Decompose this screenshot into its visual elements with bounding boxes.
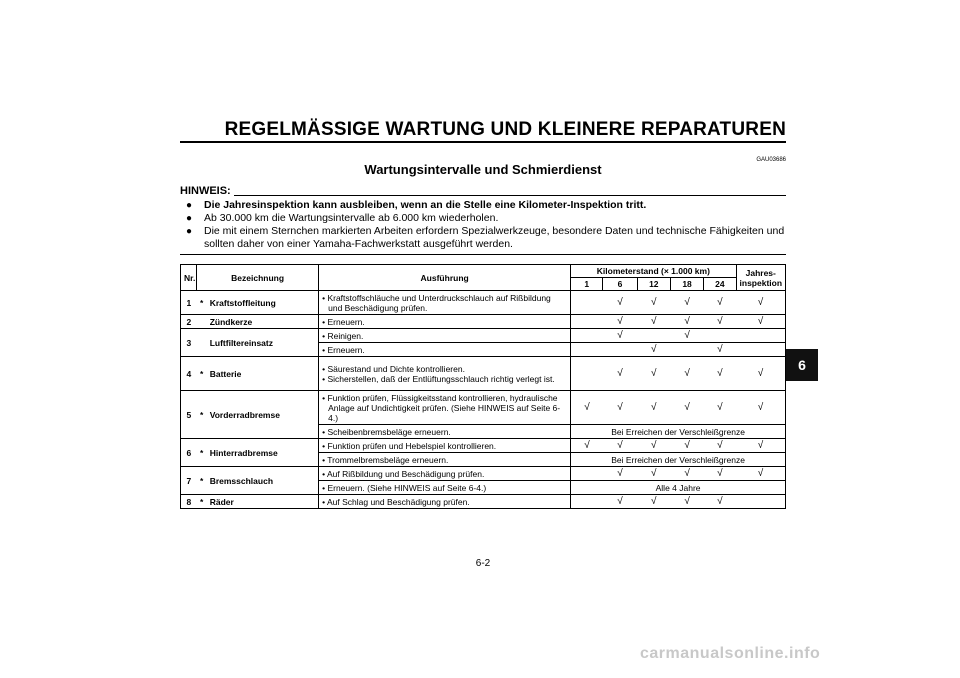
header-km-col: 18 (670, 278, 703, 291)
table-row (181, 467, 786, 481)
check-mark (736, 329, 785, 343)
check-mark: √ (637, 357, 670, 391)
row-action: • Funktion prüfen und Hebelspiel kontrollieren. (319, 439, 571, 453)
note-list (186, 199, 786, 251)
row-name: Zündkerze (207, 315, 319, 329)
header-nr: Nr. (181, 265, 197, 291)
check-mark: √ (637, 439, 670, 453)
check-mark (571, 343, 603, 357)
check-mark (571, 467, 603, 481)
section-title: Wartungsintervalle und Schmierdienst (364, 162, 602, 177)
doc-code: GAU03686 (756, 157, 786, 163)
check-mark: √ (704, 439, 736, 453)
note-end-rule (180, 254, 786, 255)
row-star (197, 329, 207, 357)
check-mark (603, 343, 637, 357)
row-action: • Erneuern. (319, 315, 571, 329)
header-km: Kilometerstand (× 1.000 km) (571, 265, 736, 278)
row-star: * (197, 391, 207, 439)
header-km-col: 1 (571, 278, 603, 291)
check-mark: √ (704, 343, 736, 357)
check-mark: √ (670, 439, 703, 453)
row-nr: 1 (181, 291, 197, 315)
row-name: Vorderradbremse (207, 391, 319, 439)
table-row (181, 291, 786, 315)
table-row (181, 315, 786, 329)
check-mark: √ (704, 467, 736, 481)
header-action: Ausführung (319, 265, 571, 291)
check-mark: √ (736, 439, 785, 453)
table-row (181, 439, 786, 453)
check-mark: √ (704, 291, 736, 315)
check-mark: √ (637, 467, 670, 481)
interval-span: Bei Erreichen der Verschleißgrenze (571, 453, 786, 467)
row-action: • Auf Schlag und Beschädigung prüfen. (319, 495, 571, 509)
row-name: Luftfiltereinsatz (207, 329, 319, 357)
row-name: Batterie (207, 357, 319, 391)
check-mark: √ (736, 291, 785, 315)
check-mark: √ (670, 495, 703, 509)
check-mark: √ (736, 391, 785, 425)
check-mark (670, 343, 703, 357)
check-mark: √ (603, 357, 637, 391)
row-nr: 8 (181, 495, 197, 509)
check-mark: √ (670, 315, 703, 329)
maintenance-table (180, 264, 786, 509)
note-item: ● Die mit einem Sternchen markierten Arbeiten erfordern Spezialwerkzeuge, besondere Daten und technische Fähigkeiten und sollten daher von einer Yamaha-Fachwerkstatt ausgeführt werden. (186, 225, 785, 250)
check-mark: √ (571, 391, 603, 425)
table-row (181, 357, 786, 391)
row-nr: 5 (181, 391, 197, 439)
table-header-row (181, 265, 786, 278)
table-row (181, 495, 786, 509)
interval-span: Bei Erreichen der Verschleißgrenze (571, 425, 786, 439)
check-mark: √ (637, 391, 670, 425)
check-mark (637, 329, 670, 343)
header-name: Bezeichnung (197, 265, 319, 291)
check-mark: √ (670, 357, 703, 391)
note-item: ● Die Jahresinspektion kann ausbleiben, wenn an die Stelle eine Kilometer-Inspektion tritt. (186, 199, 647, 211)
row-action: • Scheibenbremsbeläge erneuern. (319, 425, 571, 439)
row-name: Hinterradbremse (207, 439, 319, 467)
check-mark: √ (603, 291, 637, 315)
check-mark: √ (736, 357, 785, 391)
row-star: * (197, 357, 207, 391)
check-mark: √ (637, 495, 670, 509)
check-mark: √ (670, 467, 703, 481)
row-action: • Kraftstoffschläuche und Unterdruckschlauch auf Rißbildung und Beschädigung prüfen. (319, 291, 571, 315)
header-km-col: 6 (603, 278, 637, 291)
header-km-col: 24 (704, 278, 736, 291)
row-nr: 7 (181, 467, 197, 495)
row-star: * (197, 291, 207, 315)
check-mark: √ (603, 329, 637, 343)
note-item: ● Ab 30.000 km die Wartungsintervalle ab 6.000 km wiederholen. (186, 212, 499, 224)
check-mark (571, 357, 603, 391)
check-mark (736, 495, 785, 509)
check-mark: √ (603, 315, 637, 329)
row-nr: 2 (181, 315, 197, 329)
interval-span: Alle 4 Jahre (571, 481, 786, 495)
row-action: • Trommelbremsbeläge erneuern. (319, 453, 571, 467)
check-mark (704, 329, 736, 343)
header-annual: Jahres-inspektion (736, 265, 785, 291)
chapter-tab[interactable]: 6 (786, 349, 818, 381)
check-mark: √ (704, 315, 736, 329)
check-mark: √ (704, 391, 736, 425)
check-mark: √ (637, 315, 670, 329)
check-mark: √ (603, 495, 637, 509)
check-mark (571, 495, 603, 509)
row-nr: 4 (181, 357, 197, 391)
header-km-col: 12 (637, 278, 670, 291)
check-mark (736, 343, 785, 357)
header-rule (180, 141, 786, 143)
check-mark: √ (736, 315, 785, 329)
check-mark: √ (603, 391, 637, 425)
note-label: HINWEIS: (180, 185, 231, 197)
row-star: * (197, 495, 207, 509)
row-nr: 3 (181, 329, 197, 357)
page-number: 6-2 (475, 558, 491, 569)
row-action: • Funktion prüfen, Flüssigkeitsstand kontrollieren, hydraulische Anlage auf Undichtigkeit prüfen. (Siehe HINWEIS auf Seite 6-4.) (319, 391, 571, 425)
check-mark (571, 329, 603, 343)
check-mark: √ (603, 467, 637, 481)
row-action: • Reinigen. (319, 329, 571, 343)
row-nr: 6 (181, 439, 197, 467)
row-action: • Auf Rißbildung und Beschädigung prüfen. (319, 467, 571, 481)
row-name: Räder (207, 495, 319, 509)
check-mark: √ (670, 291, 703, 315)
check-mark: √ (603, 439, 637, 453)
row-action: • Erneuern. (Siehe HINWEIS auf Seite 6-4.) (319, 481, 571, 495)
bullet-icon: ● (186, 226, 193, 237)
check-mark (571, 315, 603, 329)
row-star: * (197, 467, 207, 495)
check-mark: √ (736, 467, 785, 481)
check-mark (571, 291, 603, 315)
check-mark: √ (670, 391, 703, 425)
check-mark: √ (571, 439, 603, 453)
row-name: Kraftstoffleitung (207, 291, 319, 315)
check-mark: √ (637, 343, 670, 357)
check-mark: √ (637, 291, 670, 315)
row-name: Bremsschlauch (207, 467, 319, 495)
row-action: • Säurestand und Dichte kontrollieren. • Sicherstellen, daß der Entlüftungsschlauch richtig verlegt ist. (319, 357, 571, 391)
row-action: • Erneuern. (319, 343, 571, 357)
row-star (197, 315, 207, 329)
note-rule (234, 195, 786, 196)
table-row (181, 329, 786, 343)
header-title: REGELMÄSSIGE WARTUNG UND KLEINERE REPARATUREN (224, 119, 786, 140)
check-mark: √ (670, 329, 703, 343)
table-row (181, 391, 786, 425)
bullet-icon: ● (186, 213, 193, 224)
check-mark: √ (704, 357, 736, 391)
bullet-icon: ● (186, 200, 193, 211)
row-star: * (197, 439, 207, 467)
check-mark: √ (704, 495, 736, 509)
watermark[interactable]: carmanualsonline.info (640, 645, 821, 662)
